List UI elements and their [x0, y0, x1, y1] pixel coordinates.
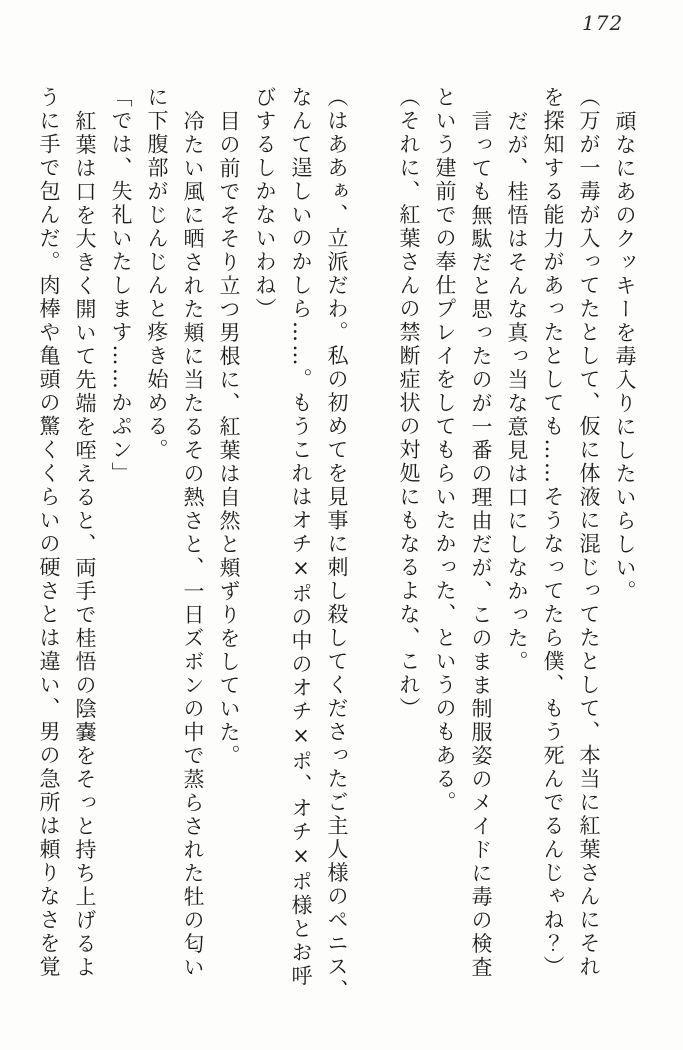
text-line: （はああぁ、立派だわ。私の初めてを見事に刺し殺してくださったご主人様のペニス、 [325, 86, 349, 1003]
text-line: 「では、失礼いたします……かぷン」 [109, 86, 133, 486]
text-line: びするしかないわね） [253, 86, 277, 321]
text-line: 言っても無駄だと思ったのが一番の理由だが、このまま制服姿のメイドに毒の検査 [469, 110, 493, 980]
text-line: を探知する能力があったとしても……そうなってたら僕、もう死んでるんじゃね？） [541, 86, 565, 979]
page-number: 172 [582, 11, 624, 35]
vertical-text-block [31, 86, 643, 1030]
text-line: （それに、紅葉さんの禁断症状の対処にもなるよな、これ） [397, 86, 421, 721]
text-line: なんて逞しいのかしら……。もうこれはオチ×ポの中のオチ×ポ、オチ×ポ様とお呼 [289, 86, 313, 988]
text-line: だが、桂悟はそんな真っ当な意見は口にしなかった。 [505, 110, 529, 674]
text-line: に下腹部がじんじんと疼き始める。 [145, 86, 169, 462]
text-line: 頑なにあのクッキーを毒入りにしたいらしい。 [613, 110, 637, 604]
text-line: 目の前でそそり立つ男根に、紅葉は自然と頬ずりをしていた。 [217, 110, 241, 768]
text-line: 冷たい風に晒された頬に当たるその熱さと、一日ズボンの中で蒸らされた牡の匂い [181, 110, 205, 980]
text-line: うに手で包んだ。肉棒や亀頭の驚くくらいの硬さとは違い、男の急所は頼りなさを覚 [37, 86, 61, 979]
text-line: という建前での奉仕プレイをしてもらいたかった、というのもある。 [433, 86, 457, 815]
blank-line [355, 86, 391, 1030]
text-line: 紅葉は口を大きく開いて先端を咥えると、両手で桂悟の陰嚢をそっと持ち上げるよ [73, 110, 97, 980]
text-line: （万が一毒が入ってたとして、仮に体液に混じってたとして、本当に紅葉さんにそれ [577, 86, 601, 979]
